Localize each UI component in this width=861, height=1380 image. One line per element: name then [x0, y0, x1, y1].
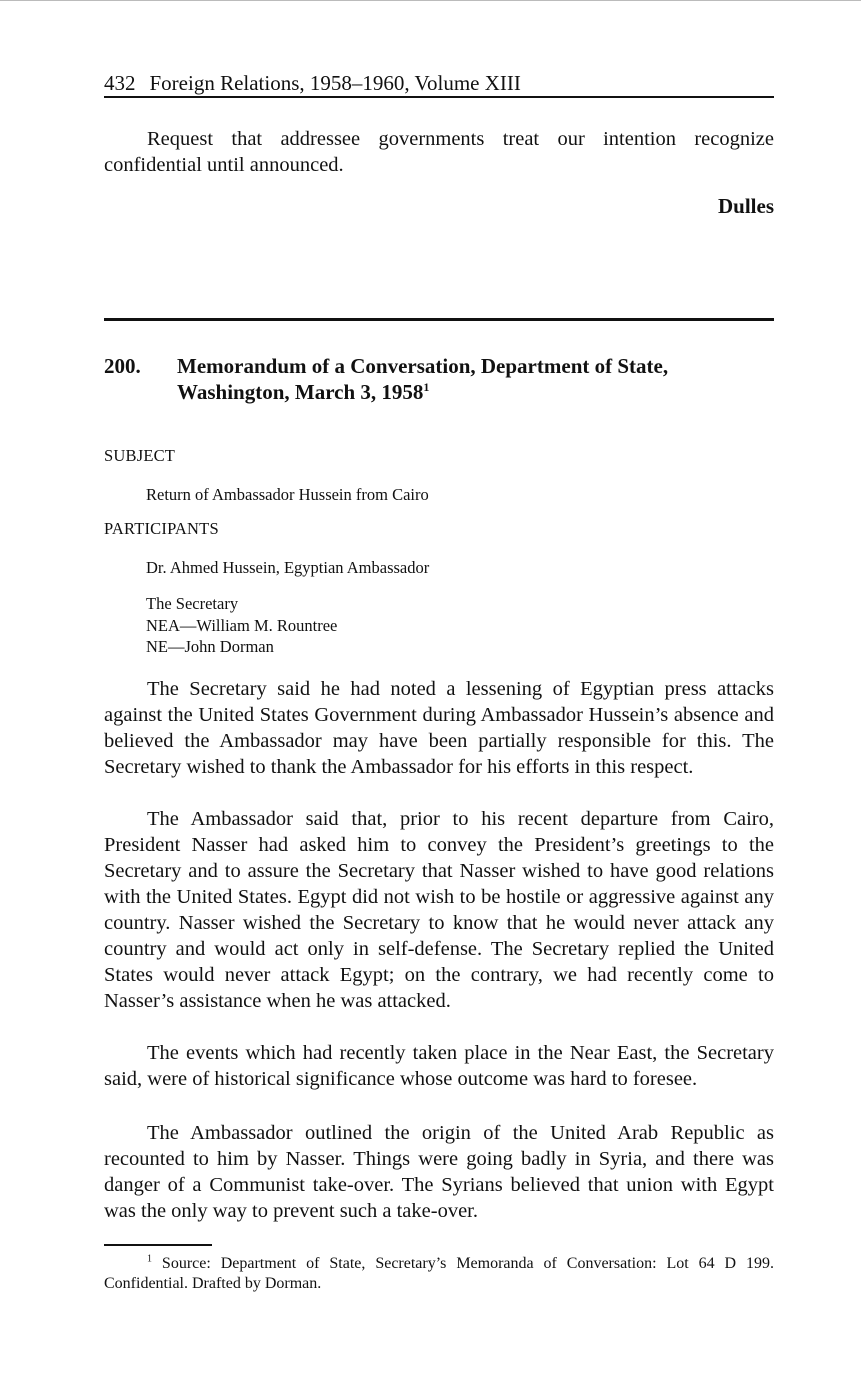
body-paragraph: The events which had recently taken place in the Near East, the Secretary said, were of historical significance whose outcome was hard to foresee.	[104, 1042, 774, 1090]
running-title: Foreign Relations, 1958–1960, Volume XIII	[149, 71, 521, 95]
document-title-text: Memorandum of a Conversation, Department of State, Washington, March 3, 1958	[177, 354, 669, 404]
page-number: 432	[104, 71, 136, 95]
footnote-reference: 1	[423, 380, 430, 394]
subject-text: Return of Ambassador Hussein from Cairo	[146, 485, 429, 504]
document-title	[177, 353, 774, 405]
document-number: 200.	[104, 354, 141, 378]
signature: Dulles	[717, 194, 774, 218]
footnote	[104, 1254, 774, 1294]
body-paragraph: The Ambassador outlined the origin of the United Arab Republic as recounted to him by Nasser. Things were going badly in Syria, and there was danger of a Communist take-over. The Syrians believed that union with Egypt was the only way to prevent such a take-over.	[104, 1122, 774, 1222]
running-header	[104, 70, 774, 96]
document-separator-rule	[104, 318, 774, 321]
footnote-rule	[104, 1244, 212, 1246]
participant-item: The Secretary	[146, 594, 239, 613]
body-paragraph: The Ambassador said that, prior to his recent departure from Cairo, President Nasser had asked him to convey the President’s greetings to the Secretary and to assure the Secretary that Nasser wished to have good relations with the United States. Egypt did not wish to be hostile or aggressive against any country. Nasser wished the Secretary to know that he would never attack any country and would act only in self-defense. The Secretary replied the United States would never attack Egypt; on the contrary, we had recently come to Nasser’s assistance when he was attacked.	[104, 808, 774, 1012]
subject-label: SUBJECT	[104, 446, 176, 465]
participant-item: NE—John Dorman	[146, 637, 274, 656]
participants-label: PARTICIPANTS	[104, 519, 219, 538]
scan-top-edge	[0, 0, 861, 1]
participant-item: NEA—William M. Rountree	[146, 615, 338, 635]
footnote-mark: 1	[147, 1253, 152, 1265]
footnote-text: Source: Department of State, Secretary’s Memoranda of Conversation: Lot 64 D 199. Confidential. Drafted by Dorman.	[104, 1255, 775, 1292]
body-paragraph: The Secretary said he had noted a lessening of Egyptian press attacks against the United States Government during Ambassador Hussein’s absence and believed the Ambassador may have been partially responsible for this. The Secretary wished to thank the Ambassador for his efforts in this respect.	[104, 678, 774, 778]
previous-document-closing-text: Request that addressee governments treat our intention recognize confidential until announced.	[104, 128, 774, 176]
header-rule	[104, 96, 774, 98]
participant-item: Dr. Ahmed Hussein, Egyptian Ambassador	[146, 558, 430, 577]
